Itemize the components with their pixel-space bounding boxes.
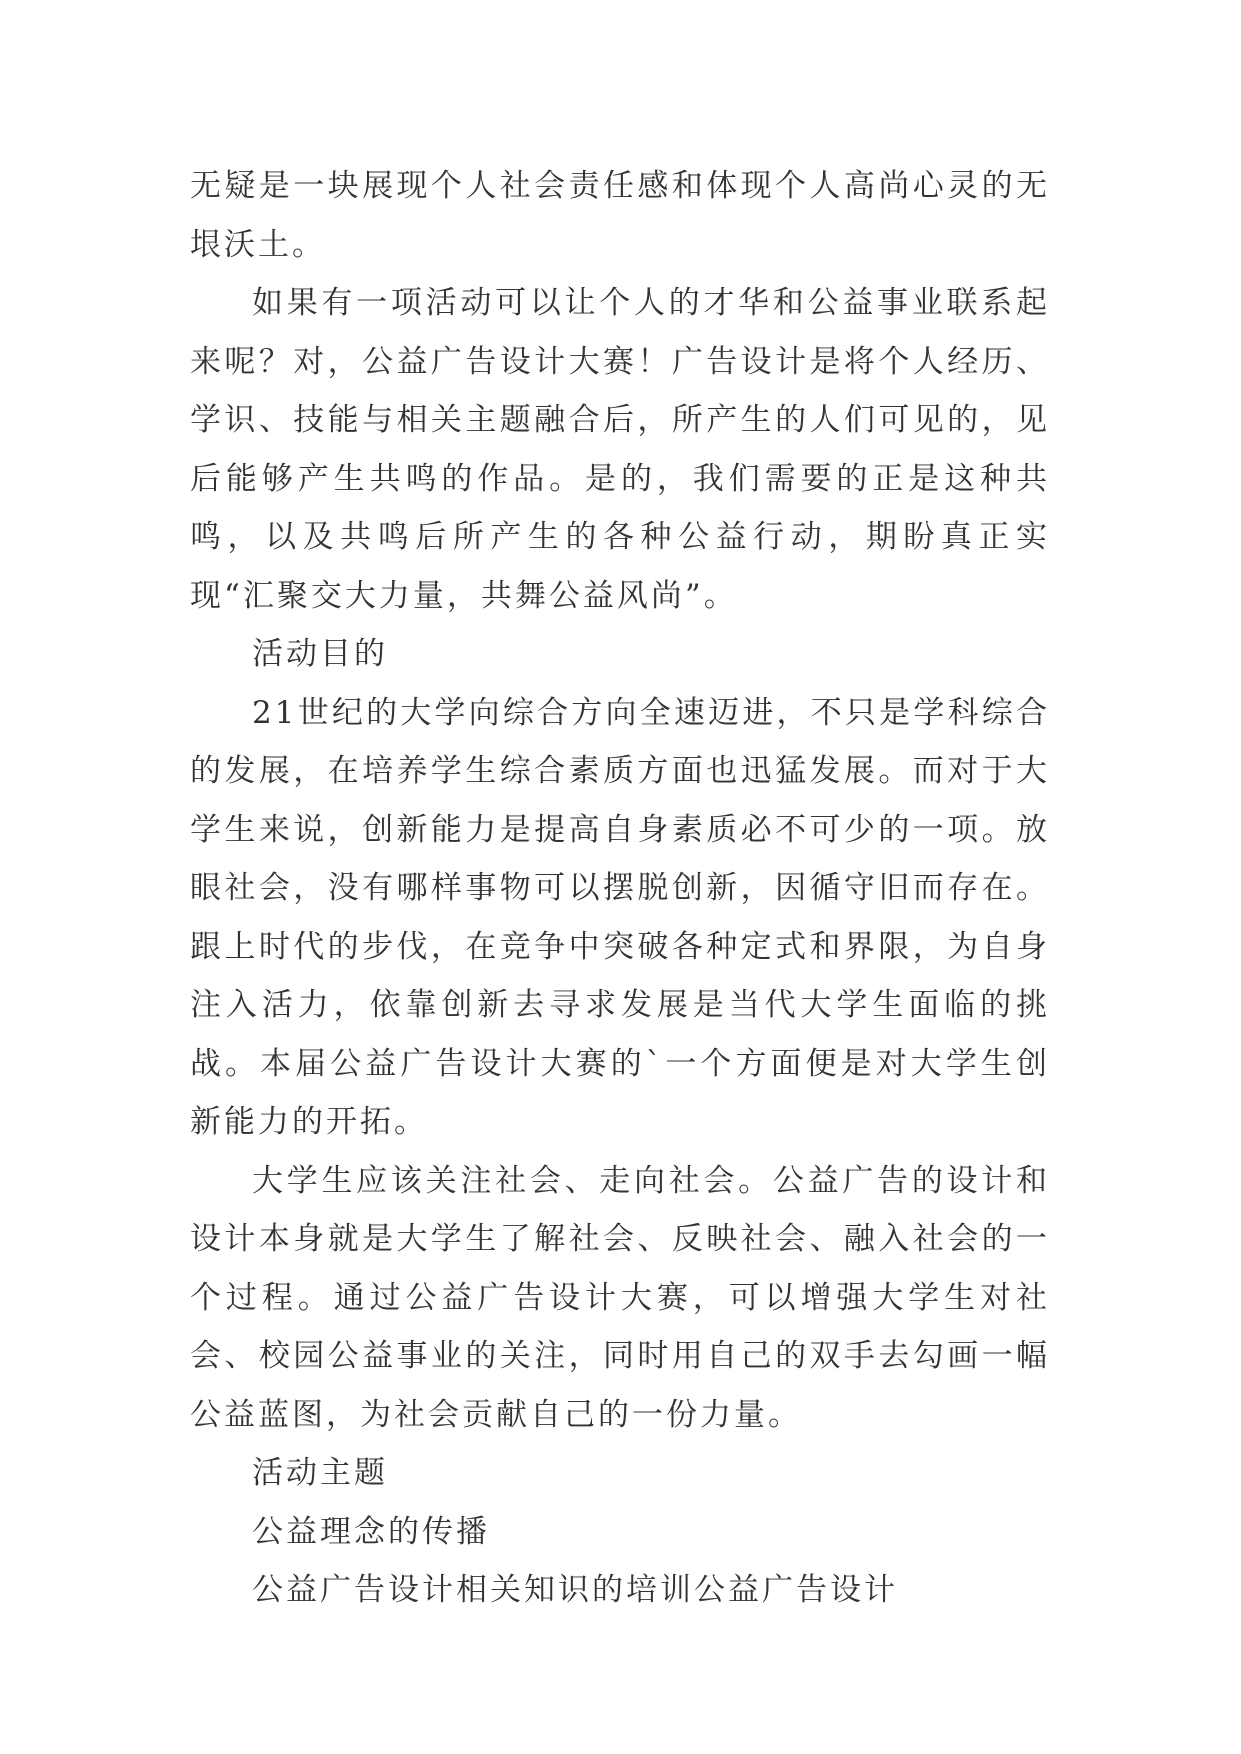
heading-theme: 活动主题: [252, 1455, 388, 1491]
paragraph-intro: 如果有一项活动可以让个人的才华和公益事业联系起来呢？对，公益广告设计大赛！广告设计是将个人经历、学识、技能与相关主题融合后，所产生的人们可见的，见后能够产生共鸣的作品。是的，我们需要的正是这种共鸣，以及共鸣后所产生的各种公益行动，期盼真正实现“汇聚交大力量，共舞公益风尚”。: [190, 285, 1050, 614]
heading-purpose: 活动目的: [252, 636, 388, 672]
paragraph-purpose-2: 大学生应该关注社会、走向社会。公益广告的设计和设计本身就是大学生了解社会、反映社会、融入社会的一个过程。通过公益广告设计大赛，可以增强大学生对社会、校园公益事业的关注，同时用自己的双手去勾画一幅公益蓝图，为社会贡献自己的一份力量。: [190, 1162, 1050, 1433]
paragraph-continuation: 无疑是一块展现个人社会责任感和体现个人高尚心灵的无垠沃土。: [190, 168, 1050, 263]
theme-item-1: 公益理念的传播: [252, 1513, 490, 1550]
document-body: [190, 157, 1050, 1620]
theme-item-2: 公益广告设计相关知识的培训公益广告设计: [252, 1572, 898, 1608]
paragraph-purpose-1: 21世纪的大学向综合方向全速迈进，不只是学科综合的发展，在培养学生综合素质方面也迅猛发展。而对于大学生来说，创新能力是提高自身素质必不可少的一项。放眼社会，没有哪样事物可以摆脱创新，因循守旧而存在。跟上时代的步伐，在竞争中突破各种定式和界限，为自身注入活力，依靠创新去寻求发展是当代大学生面临的挑战。本届公益广告设计大赛的`一个方面便是对大学生创新能力的开拓。: [190, 694, 1050, 1140]
